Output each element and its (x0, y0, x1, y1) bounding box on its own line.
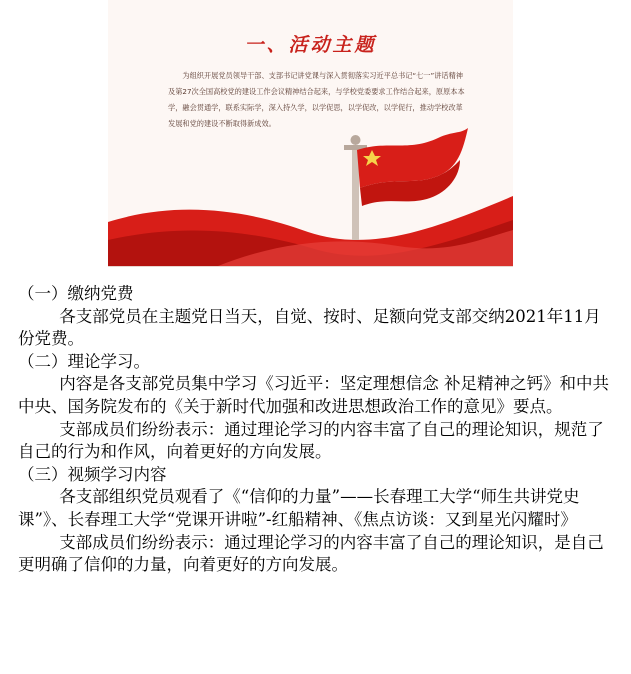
section-heading-video: （三）视频学习内容 (18, 464, 167, 484)
section-heading-theory: （二）理论学习。 (18, 351, 150, 371)
paragraph-dues: 各支部党员在主题党日当天，自觉、按时、足额向党支部交纳2021年11月份党费。 (18, 306, 601, 349)
slide-image (108, 0, 513, 267)
paragraph-theory-feedback: 支部成员们纷纷表示：通过理论学习的内容丰富了自己的理论知识，规范了自己的行为和作风，向着更好的方向发展。 (18, 419, 604, 462)
paragraph-video-feedback: 支部成员们纷纷表示：通过理论学习的内容丰富了自己的理论知识，是自己更明确了信仰的力量，向着更好的方向发展。 (18, 532, 604, 575)
slide-paragraph: 为组织开展党员领导干部、支部书记讲党课与深入贯彻落实习近平总书记“七一”讲话精神及第27次全国高校党的建设工作会议精神结合起来，与学校党委要求工作结合起来，原原本本学，融会贯通学，联系实际学，深入持久学，以学促思，以学促改，以学促行，推动学校改革发展和党的建设不断取得新成效。 (168, 71, 465, 128)
slide-title: 一、活动主题 (244, 34, 377, 56)
section-heading-dues: （一）缴纳党费 (18, 284, 134, 303)
document-body (18, 283, 614, 577)
paragraph-theory-content: 内容是各支部党员集中学习《习近平：坚定理想信念 补足精神之钙》和中共中央、国务院发布的《关于新时代加强和改进思想政治工作的意见》要点。 (18, 374, 609, 416)
paragraph-video-content: 各支部组织党员观看了《“信仰的力量”——长春理工大学“师生共讲党史课”》、长春理工大学“党课开讲啦”-红船精神、《焦点访谈：又到星光闪耀时》 (18, 487, 580, 529)
